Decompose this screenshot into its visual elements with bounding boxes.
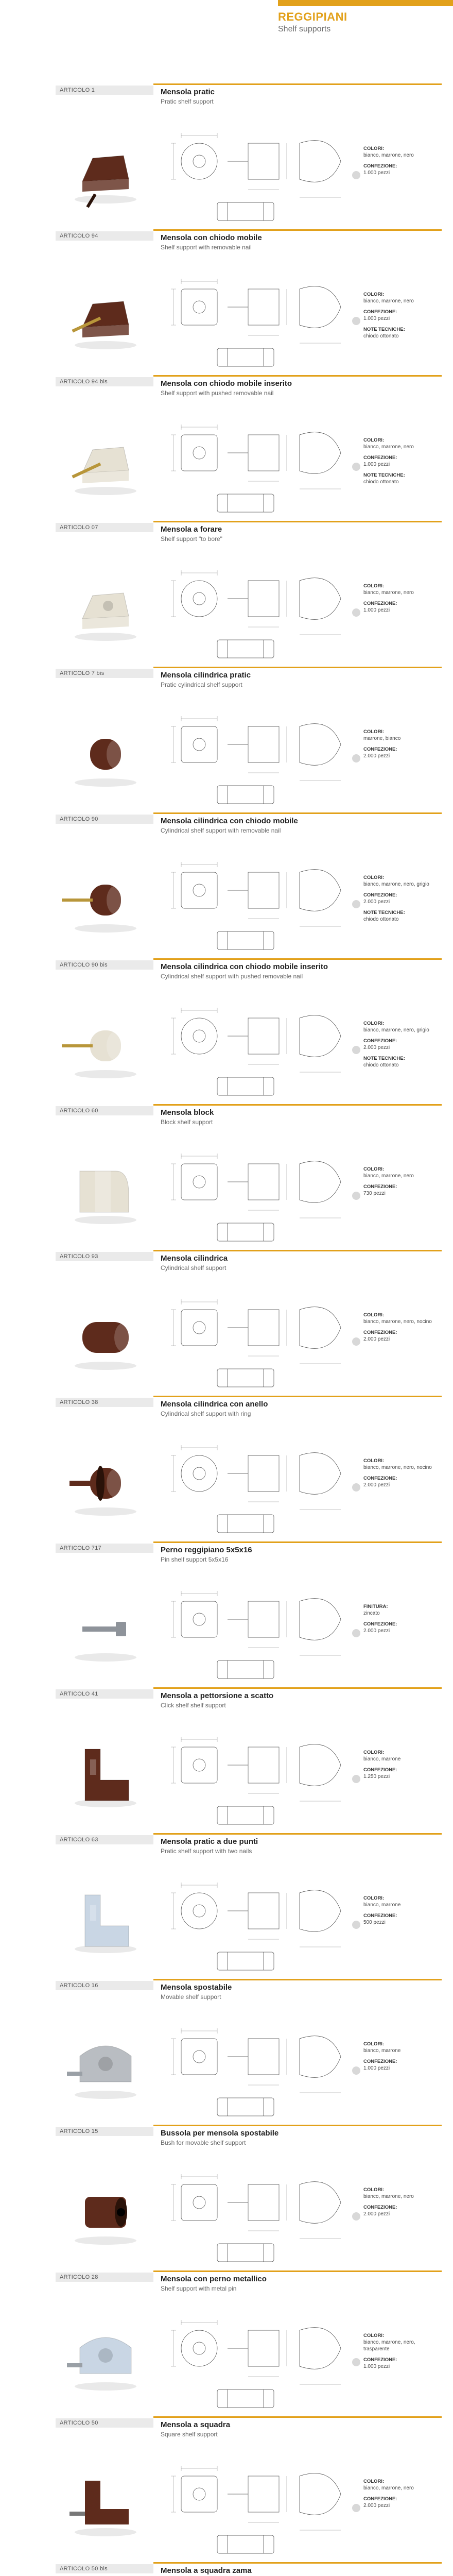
name-accent-bar <box>153 667 442 668</box>
product-entry <box>0 2270 453 2416</box>
spec-value: 1.000 pezzi <box>363 462 390 467</box>
product-photo <box>57 1864 154 1972</box>
product-name: Mensola cilindrica con chiodo mobile <box>161 817 298 825</box>
product-specs <box>363 145 441 180</box>
product-specs <box>363 1312 441 1347</box>
product-description: Shelf support with removable nail <box>161 244 252 251</box>
spec-value: 2.000 pezzi <box>363 1045 390 1050</box>
product-specs <box>363 437 441 489</box>
spec-value: 1.000 pezzi <box>363 2065 390 2071</box>
spec-value: 2.000 pezzi <box>363 899 390 905</box>
product-name: Mensola pratic <box>161 88 215 96</box>
product-specs <box>363 1020 441 1073</box>
name-accent-bar <box>153 521 442 522</box>
technical-drawing <box>161 1425 361 1543</box>
article-number: ARTICOLO 50 bis <box>56 2564 153 2573</box>
name-accent-bar <box>153 812 442 814</box>
product-specs <box>363 1166 441 1201</box>
name-accent-bar <box>153 2270 442 2272</box>
spec-value: 2.000 pezzi <box>363 1628 390 1634</box>
article-number: ARTICOLO 07 <box>56 523 153 532</box>
technical-drawing <box>161 2154 361 2272</box>
spec-value: bianco, marrone <box>363 1756 401 1762</box>
technical-drawing <box>161 696 361 814</box>
product-description: Cylindrical shelf support with pushed removable nail <box>161 973 303 980</box>
spec-value: 1.250 pezzi <box>363 1774 390 1780</box>
product-entry <box>0 2125 453 2270</box>
name-accent-bar <box>153 229 442 231</box>
spec-label: CONFEZIONE: <box>363 163 397 169</box>
product-photo <box>57 1718 154 1826</box>
product-name: Mensola pratic a due punti <box>161 1837 258 1846</box>
product-entry <box>0 1979 453 2125</box>
spec-label: COLORI: <box>363 1458 385 1464</box>
article-number: ARTICOLO 41 <box>56 1689 153 1699</box>
article-number: ARTICOLO 7 bis <box>56 669 153 678</box>
spec-value: chiodo ottonato <box>363 333 399 339</box>
technical-drawing <box>161 987 361 1106</box>
header-accent-bar <box>278 0 453 6</box>
product-specs <box>363 874 441 927</box>
spec-label: COLORI: <box>363 729 385 735</box>
product-photo <box>57 114 154 223</box>
spec-label: COLORI: <box>363 2041 385 2047</box>
product-name: Bussola per mensola spostabile <box>161 2129 279 2138</box>
product-specs <box>363 728 441 764</box>
product-description: Pratic shelf support <box>161 98 214 105</box>
product-description: Cylindrical shelf support <box>161 1264 226 1272</box>
name-accent-bar <box>153 1979 442 1980</box>
spec-value: bianco, marrone, nero <box>363 444 414 450</box>
spec-value: 2.000 pezzi <box>363 2211 390 2217</box>
page-header <box>0 0 453 77</box>
color-swatch-icon <box>352 2504 360 2512</box>
product-description: Shelf support with pushed removable nail <box>161 389 274 397</box>
technical-drawing <box>161 1279 361 1397</box>
spec-value: 2.000 pezzi <box>363 753 390 759</box>
spec-label: NOTE TECNICHE: <box>363 327 405 332</box>
spec-value: bianco, marrone, nero <box>363 2194 414 2199</box>
spec-label: CONFEZIONE: <box>363 892 397 898</box>
color-swatch-icon <box>352 463 360 471</box>
product-photo <box>57 260 154 368</box>
technical-drawing <box>161 404 361 522</box>
product-description: Square shelf support <box>161 2431 218 2438</box>
product-name: Mensola spostabile <box>161 1983 232 1992</box>
product-description: Block shelf support <box>161 1118 213 1126</box>
product-photo <box>57 1281 154 1389</box>
product-name: Mensola con chiodo mobile <box>161 233 262 242</box>
spec-label: COLORI: <box>363 1166 385 1172</box>
name-accent-bar <box>153 2125 442 2126</box>
name-accent-bar <box>153 1833 442 1835</box>
category-title: REGGIPIANI <box>278 10 347 23</box>
color-swatch-icon <box>352 317 360 325</box>
spec-value: bianco, marrone <box>363 1902 401 1908</box>
technical-drawing <box>161 1133 361 1251</box>
spec-value: chiodo ottonato <box>363 1062 399 1068</box>
product-entry <box>0 2562 453 2576</box>
product-description: Click shelf shelf support <box>161 1702 226 1709</box>
spec-value: 1.000 pezzi <box>363 170 390 176</box>
product-description: Pin shelf support 5x5x16 <box>161 1556 229 1563</box>
color-swatch-icon <box>352 1921 360 1929</box>
name-accent-bar <box>153 958 442 960</box>
product-name: Mensola cilindrica con chiodo mobile inserito <box>161 962 328 971</box>
product-photo <box>57 2301 154 2410</box>
product-entry <box>0 1104 453 1250</box>
product-specs <box>363 1458 441 1493</box>
spec-label: CONFEZIONE: <box>363 1038 397 1044</box>
spec-label: COLORI: <box>363 146 385 151</box>
spec-label: COLORI: <box>363 2479 385 2484</box>
product-description: Bush for movable shelf support <box>161 2139 246 2146</box>
name-accent-bar <box>153 1250 442 1251</box>
product-photo <box>57 2156 154 2264</box>
product-entry <box>0 83 453 229</box>
product-name: Mensola a squadra <box>161 2420 231 2429</box>
article-number: ARTICOLO 1 <box>56 86 153 95</box>
product-photo <box>57 989 154 1097</box>
product-photo <box>57 843 154 952</box>
color-swatch-icon <box>352 608 360 617</box>
article-number: ARTICOLO 90 <box>56 815 153 824</box>
spec-value: 2.000 pezzi <box>363 1482 390 1488</box>
spec-value: marrone, bianco <box>363 736 401 741</box>
name-accent-bar <box>153 1687 442 1689</box>
spec-value: bianco, marrone, nero, grigio <box>363 882 429 887</box>
product-name: Mensola a pettorsione a scatto <box>161 1691 274 1700</box>
product-photo <box>57 406 154 514</box>
article-number: ARTICOLO 60 <box>56 1106 153 1115</box>
spec-label: COLORI: <box>363 875 385 880</box>
spec-value: bianco, marrone <box>363 2048 401 2054</box>
article-number: ARTICOLO 28 <box>56 2273 153 2282</box>
spec-value: bianco, marrone, nero <box>363 2485 414 2491</box>
spec-label: CONFEZIONE: <box>363 1330 397 1335</box>
color-swatch-icon <box>352 2358 360 2366</box>
product-entry <box>0 667 453 812</box>
spec-label: CONFEZIONE: <box>363 2059 397 2064</box>
product-description: Cylindrical shelf support with ring <box>161 1410 251 1417</box>
spec-label: NOTE TECNICHE: <box>363 910 405 916</box>
product-entry <box>0 1687 453 1833</box>
color-swatch-icon <box>352 1483 360 1492</box>
article-number: ARTICOLO 50 <box>56 2418 153 2428</box>
product-description: Pratic cylindrical shelf support <box>161 681 242 688</box>
product-photo <box>57 1572 154 1681</box>
spec-value: chiodo ottonato <box>363 479 399 485</box>
product-description: Pratic shelf support with two nails <box>161 1848 252 1855</box>
spec-label: CONFEZIONE: <box>363 1767 397 1773</box>
spec-value: chiodo ottonato <box>363 917 399 922</box>
article-number: ARTICOLO 15 <box>56 2127 153 2136</box>
product-specs <box>363 2187 441 2222</box>
spec-label: FINITURA: <box>363 1604 388 1609</box>
technical-drawing <box>161 841 361 960</box>
article-number: ARTICOLO 16 <box>56 1981 153 1990</box>
article-number: ARTICOLO 717 <box>56 1544 153 1553</box>
product-photo <box>57 1427 154 1535</box>
product-photo <box>57 2447 154 2555</box>
name-accent-bar <box>153 375 442 377</box>
spec-label: COLORI: <box>363 292 385 297</box>
product-description: Shelf support with metal pin <box>161 2285 237 2292</box>
article-number: ARTICOLO 38 <box>56 1398 153 1407</box>
spec-value: 1.000 pezzi <box>363 607 390 613</box>
article-number: ARTICOLO 90 bis <box>56 960 153 970</box>
article-number: ARTICOLO 94 <box>56 231 153 241</box>
spec-label: COLORI: <box>363 437 385 443</box>
spec-label: COLORI: <box>363 1021 385 1026</box>
technical-drawing <box>161 2299 361 2418</box>
spec-value: bianco, marrone, nero <box>363 590 414 596</box>
spec-value: bianco, marrone, nero <box>363 1173 414 1179</box>
spec-value: 500 pezzi <box>363 1920 386 1925</box>
product-entry <box>0 1541 453 1687</box>
color-swatch-icon <box>352 1629 360 1637</box>
color-swatch-icon <box>352 754 360 762</box>
name-accent-bar <box>153 2416 442 2418</box>
name-accent-bar <box>153 1396 442 1397</box>
spec-label: CONFEZIONE: <box>363 455 397 461</box>
product-photo <box>57 552 154 660</box>
article-number: ARTICOLO 63 <box>56 1835 153 1844</box>
technical-drawing <box>161 2008 361 2126</box>
color-swatch-icon <box>352 1192 360 1200</box>
spec-label: COLORI: <box>363 1312 385 1318</box>
technical-drawing <box>161 112 361 231</box>
name-accent-bar <box>153 1104 442 1106</box>
product-name: Mensola a forare <box>161 525 222 534</box>
product-name: Mensola block <box>161 1108 214 1117</box>
spec-value: bianco, marrone, nero, nocino <box>363 1465 432 1470</box>
product-specs <box>363 1749 441 1784</box>
product-name: Mensola cilindrica <box>161 1254 228 1263</box>
name-accent-bar <box>153 83 442 85</box>
product-specs <box>363 1603 441 1638</box>
spec-value: bianco, marrone, nero, grigio <box>363 1027 429 1033</box>
spec-label: CONFEZIONE: <box>363 1476 397 1481</box>
product-entry <box>0 229 453 375</box>
name-accent-bar <box>153 1541 442 1543</box>
spec-label: COLORI: <box>363 1895 385 1901</box>
spec-value: zincato <box>363 1611 380 1616</box>
product-entry <box>0 812 453 958</box>
product-description: Cylindrical shelf support with removable nail <box>161 827 281 834</box>
spec-value: 2.000 pezzi <box>363 2503 390 2509</box>
spec-value: 2.000 pezzi <box>363 1336 390 1342</box>
product-specs <box>363 2332 441 2374</box>
product-photo <box>57 2010 154 2118</box>
color-swatch-icon <box>352 1337 360 1346</box>
color-swatch-icon <box>352 171 360 179</box>
spec-value: bianco, marrone, nero <box>363 152 414 158</box>
name-accent-bar <box>153 2562 442 2564</box>
spec-value: bianco, marrone, nero, trasparente <box>363 2340 415 2352</box>
product-name: Mensola cilindrica pratic <box>161 671 251 680</box>
product-name: Mensola a squadra zama <box>161 2566 252 2575</box>
technical-drawing <box>161 258 361 377</box>
color-swatch-icon <box>352 2212 360 2221</box>
product-specs <box>363 2041 441 2076</box>
article-number: ARTICOLO 94 bis <box>56 377 153 386</box>
product-entry <box>0 958 453 1104</box>
spec-label: COLORI: <box>363 1750 385 1755</box>
technical-drawing <box>161 1716 361 1835</box>
spec-label: CONFEZIONE: <box>363 2496 397 2502</box>
color-swatch-icon <box>352 900 360 908</box>
spec-label: CONFEZIONE: <box>363 2357 397 2363</box>
product-entry <box>0 2416 453 2562</box>
product-description: Shelf support "to bore" <box>161 535 222 543</box>
spec-label: COLORI: <box>363 583 385 589</box>
spec-label: CONFEZIONE: <box>363 747 397 752</box>
spec-label: CONFEZIONE: <box>363 309 397 315</box>
spec-label: CONFEZIONE: <box>363 2205 397 2210</box>
color-swatch-icon <box>352 1046 360 1054</box>
product-entry <box>0 1250 453 1396</box>
technical-drawing <box>161 550 361 668</box>
product-specs <box>363 291 441 344</box>
technical-drawing <box>161 1570 361 1689</box>
product-description: Movable shelf support <box>161 1993 221 2001</box>
color-swatch-icon <box>352 2066 360 2075</box>
spec-value: 730 pezzi <box>363 1191 386 1196</box>
category-subtitle: Shelf supports <box>278 25 331 33</box>
product-specs <box>363 1895 441 1930</box>
product-entry <box>0 375 453 521</box>
spec-label: COLORI: <box>363 2187 385 2193</box>
spec-label: CONFEZIONE: <box>363 1184 397 1190</box>
product-photo <box>57 1135 154 1243</box>
spec-label: COLORI: <box>363 2333 385 2338</box>
spec-label: CONFEZIONE: <box>363 1621 397 1627</box>
product-entry <box>0 1396 453 1541</box>
product-specs <box>363 2478 441 2513</box>
article-number: ARTICOLO 93 <box>56 1252 153 1261</box>
color-swatch-icon <box>352 1775 360 1783</box>
spec-label: CONFEZIONE: <box>363 1913 397 1919</box>
spec-label: CONFEZIONE: <box>363 601 397 606</box>
product-specs <box>363 583 441 618</box>
product-photo <box>57 698 154 806</box>
product-name: Mensola con perno metallico <box>161 2275 267 2283</box>
product-name: Mensola con chiodo mobile inserito <box>161 379 292 388</box>
product-name: Mensola cilindrica con anello <box>161 1400 268 1409</box>
technical-drawing <box>161 1862 361 1980</box>
technical-drawing <box>161 2445 361 2564</box>
product-entry <box>0 521 453 667</box>
product-name: Perno reggipiano 5x5x16 <box>161 1546 252 1554</box>
spec-value: 1.000 pezzi <box>363 316 390 321</box>
product-entry <box>0 1833 453 1979</box>
spec-label: NOTE TECNICHE: <box>363 1056 405 1061</box>
spec-value: bianco, marrone, nero, nocino <box>363 1319 432 1325</box>
spec-label: NOTE TECNICHE: <box>363 472 405 478</box>
spec-value: 1.000 pezzi <box>363 2364 390 2369</box>
spec-value: bianco, marrone, nero <box>363 298 414 304</box>
